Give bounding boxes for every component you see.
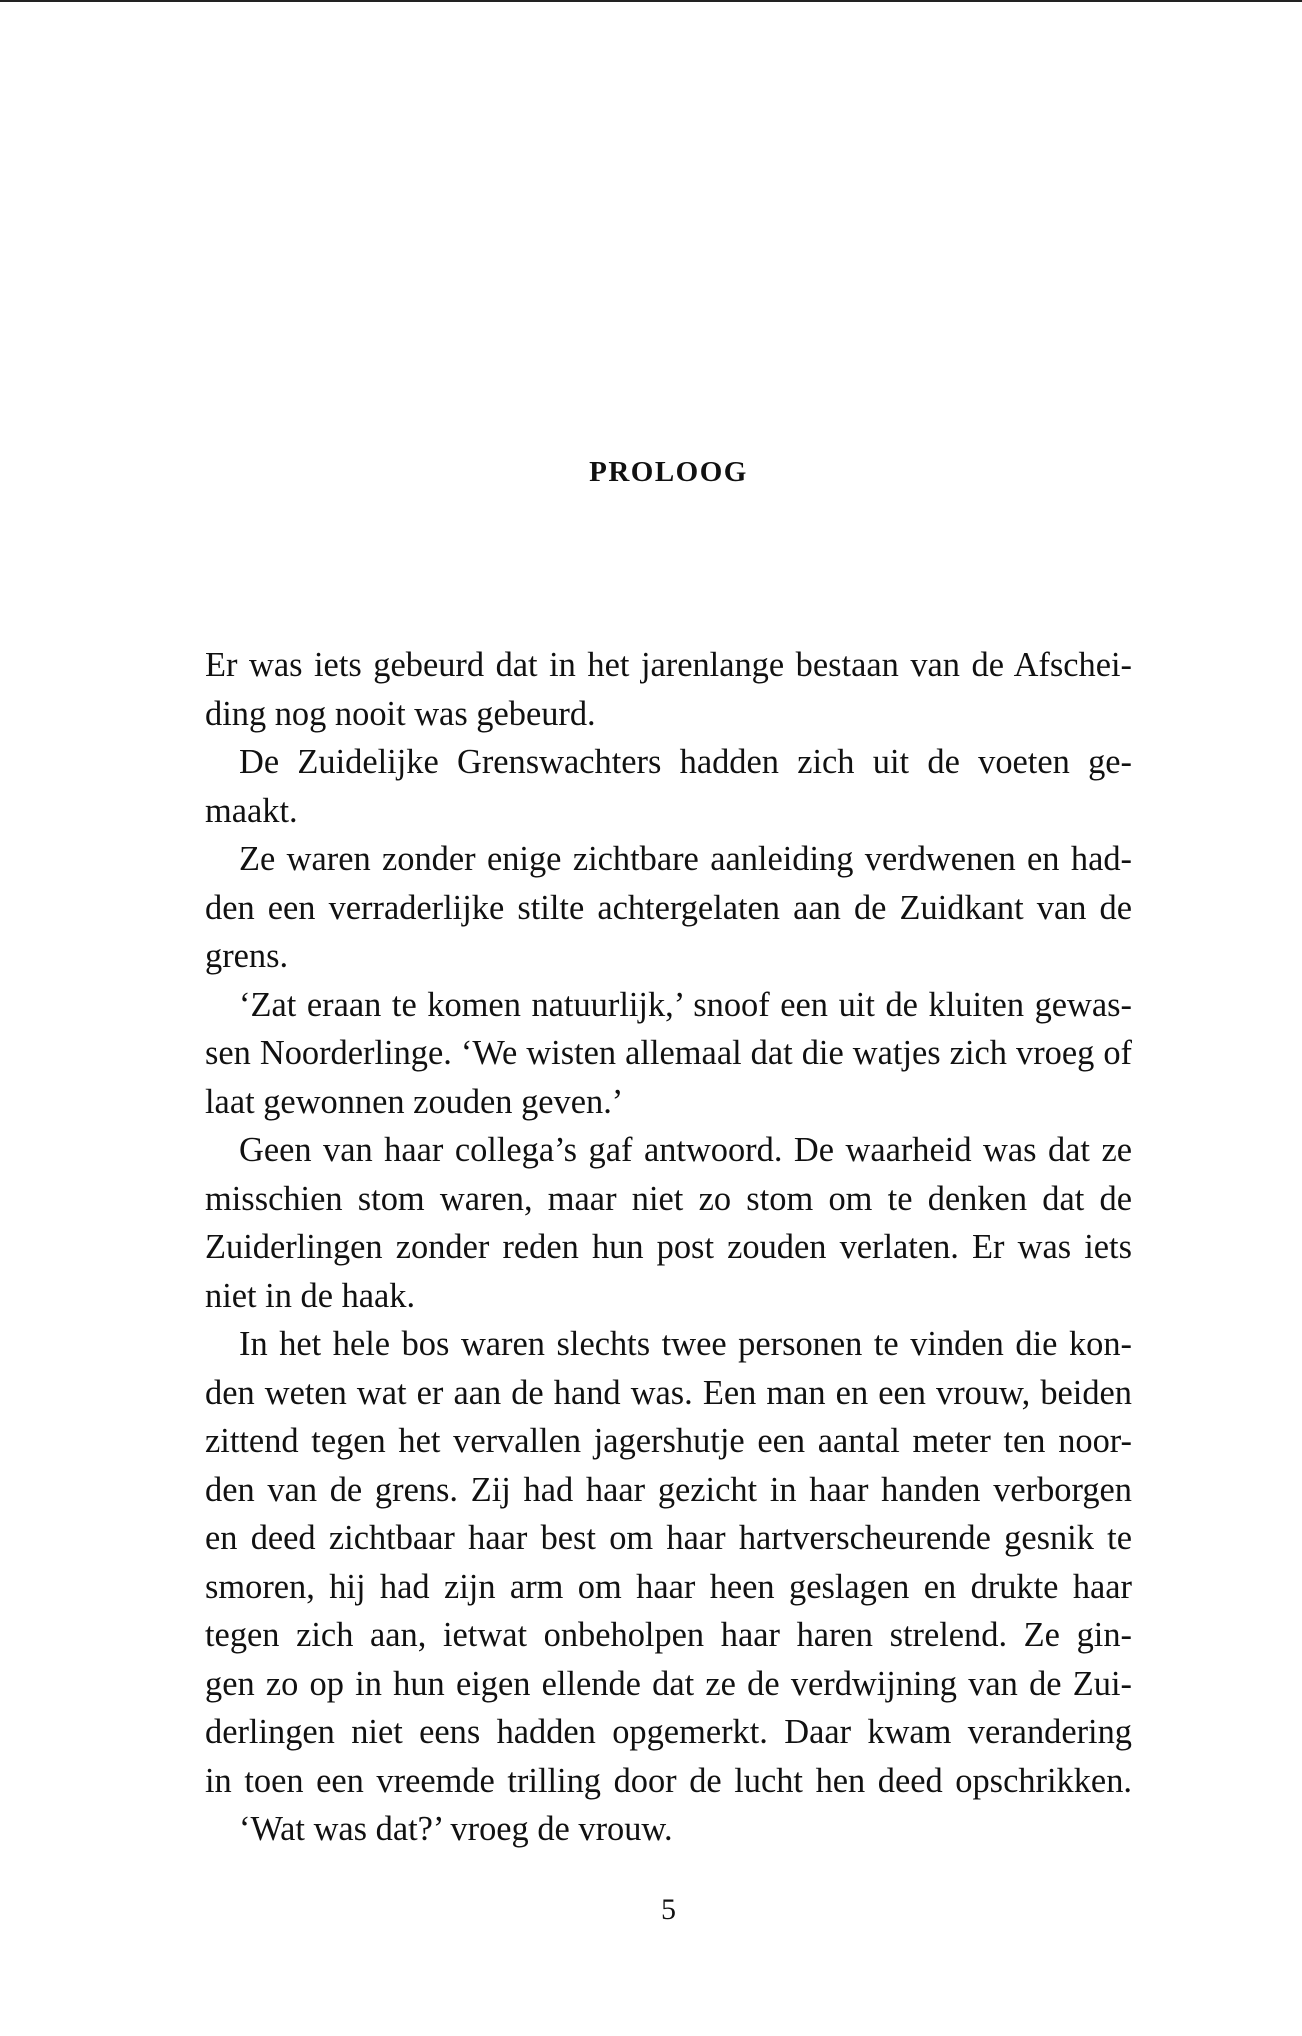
text-line: zittend tegen het vervallen jagershutje een aantal meter ten noor- [205,1422,1132,1460]
text-line: ‘Wat was dat?’ vroeg de vrouw. [239,1810,673,1848]
text-line: De Zuidelijke Grenswachters hadden zich uit de voeten ge- [239,743,1132,781]
text-line: den weten wat er aan de hand was. Een man en een vrouw, beiden [205,1373,1132,1412]
text-line: smoren, hij had zijn arm om haar heen geslagen en drukte haar [205,1567,1132,1606]
page-number: 5 [661,1893,676,1926]
text-line: grens. [205,937,289,975]
body-text [205,641,1132,1854]
text-line: gen zo op in hun eigen ellende dat ze de verdwijning van de Zui- [205,1664,1132,1703]
text-line: Zuiderlingen zonder reden hun post zouden verlaten. Er was iets [205,1228,1132,1266]
text-line: niet in de haak. [205,1276,416,1315]
text-line: In het hele bos waren slechts twee personen te vinden die kon- [239,1325,1132,1363]
text-line: derlingen niet eens hadden opgemerkt. Daar kwam verandering [205,1713,1132,1751]
text-line: ‘Zat eraan te komen natuurlijk,’ snoof een uit de kluiten gewas- [239,985,1132,1024]
text-line: tegen zich aan, ietwat onbeholpen haar haren strelend. Ze gin- [205,1616,1132,1654]
text-line: misschien stom waren, maar niet zo stom om te denken dat de [205,1179,1132,1218]
chapter-title: PROLOOG [589,456,748,488]
text-line: Geen van haar collega’s gaf antwoord. De waarheid was dat ze [239,1131,1132,1169]
text-line: maakt. [205,791,298,830]
text-line: den van de grens. Zij had haar gezicht in haar handen verborgen [205,1470,1132,1509]
text-line: en deed zichtbaar haar best om haar hartverscheurende gesnik te [205,1519,1132,1557]
text-line: Er was iets gebeurd dat in het jarenlange bestaan van de Afschei- [205,646,1132,684]
text-line: laat gewonnen zouden geven.’ [205,1082,624,1121]
text-line: ding nog nooit was gebeurd. [205,694,596,733]
text-line: den een verraderlijke stilte achtergelaten aan de Zuidkant van de [205,888,1132,927]
text-line: sen Noorderlinge. ‘We wisten allemaal dat die watjes zich vroeg of [205,1034,1132,1072]
text-line: Ze waren zonder enige zichtbare aanleiding verdwenen en had- [239,840,1132,878]
text-line: in toen een vreemde trilling door de lucht hen deed opschrikken. [205,1761,1132,1800]
